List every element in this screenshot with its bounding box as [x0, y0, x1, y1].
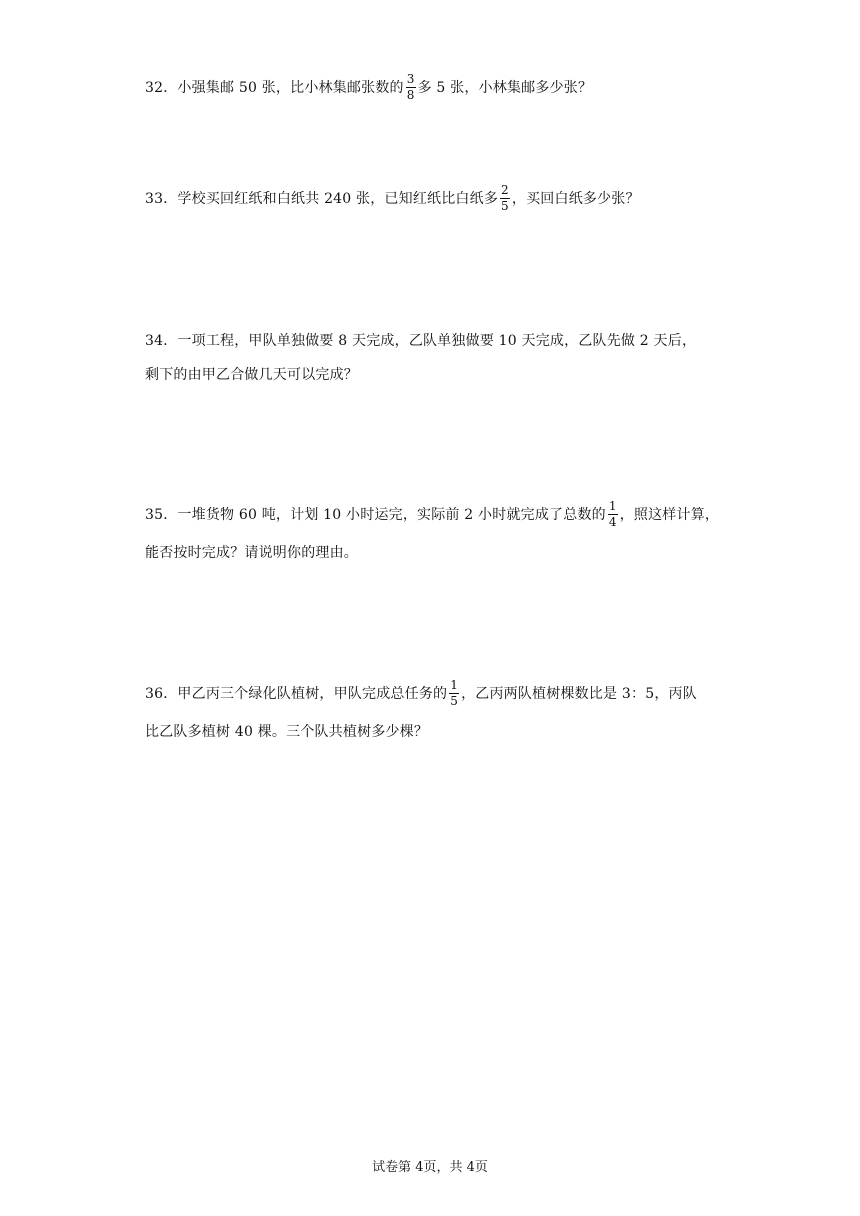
question-33-text-a: 33．学校买回红纸和白纸共 240 张，已知红纸比白纸多	[145, 191, 499, 207]
question-32-line1	[145, 71, 720, 105]
question-32-text-b: 多 5 张，小林集邮多少张？	[417, 80, 593, 96]
page-footer: 试卷第 4页，共 4页	[372, 1160, 488, 1175]
fraction-numerator: 1	[450, 677, 459, 692]
question-33-line1	[145, 182, 720, 216]
question-32	[145, 71, 720, 105]
fraction-3-8	[406, 73, 416, 102]
question-36-line1	[145, 677, 720, 711]
question-33	[145, 182, 720, 216]
fraction-1-4	[608, 500, 618, 529]
fraction-numerator: 2	[501, 182, 509, 197]
question-33-text-b: ，买回白纸多少张？	[511, 191, 640, 207]
question-36-line2: 比乙队多植树 40 棵。三个队共植树多少棵？	[145, 724, 429, 740]
fraction-1-5	[449, 679, 459, 708]
question-35-line1	[145, 498, 720, 532]
question-34-line2: 剩下的由甲乙合做几天可以完成？	[145, 367, 358, 383]
question-35-text-b: ，照这样计算，	[619, 507, 720, 523]
question-32-text-a: 32．小强集邮 50 张，比小林集邮张数的	[145, 80, 404, 96]
question-36	[145, 677, 720, 749]
fraction-denominator: 5	[501, 198, 509, 213]
fraction-denominator: 5	[450, 693, 459, 708]
question-35-line2: 能否按时完成？请说明你的理由。	[145, 545, 358, 561]
question-35-text-a: 35．一堆货物 60 吨，计划 10 小时运完，实际前 2 小时就完成了总数的	[145, 507, 606, 523]
fraction-numerator: 3	[406, 71, 415, 86]
question-36-text-b: ，乙丙两队植树棵数比是 3：5，丙队	[461, 686, 697, 702]
question-34	[145, 324, 720, 392]
fraction-denominator: 8	[406, 87, 415, 102]
fraction-denominator: 4	[608, 514, 617, 529]
question-35	[145, 498, 720, 570]
fraction-2-5	[500, 184, 510, 213]
question-34-line1: 34．一项工程，甲队单独做要 8 天完成，乙队单独做要 10 天完成，乙队先做 2 天后，	[145, 333, 697, 349]
fraction-numerator: 1	[608, 498, 617, 513]
question-36-text-a: 36．甲乙丙三个绿化队植树，甲队完成总任务的	[145, 686, 448, 702]
